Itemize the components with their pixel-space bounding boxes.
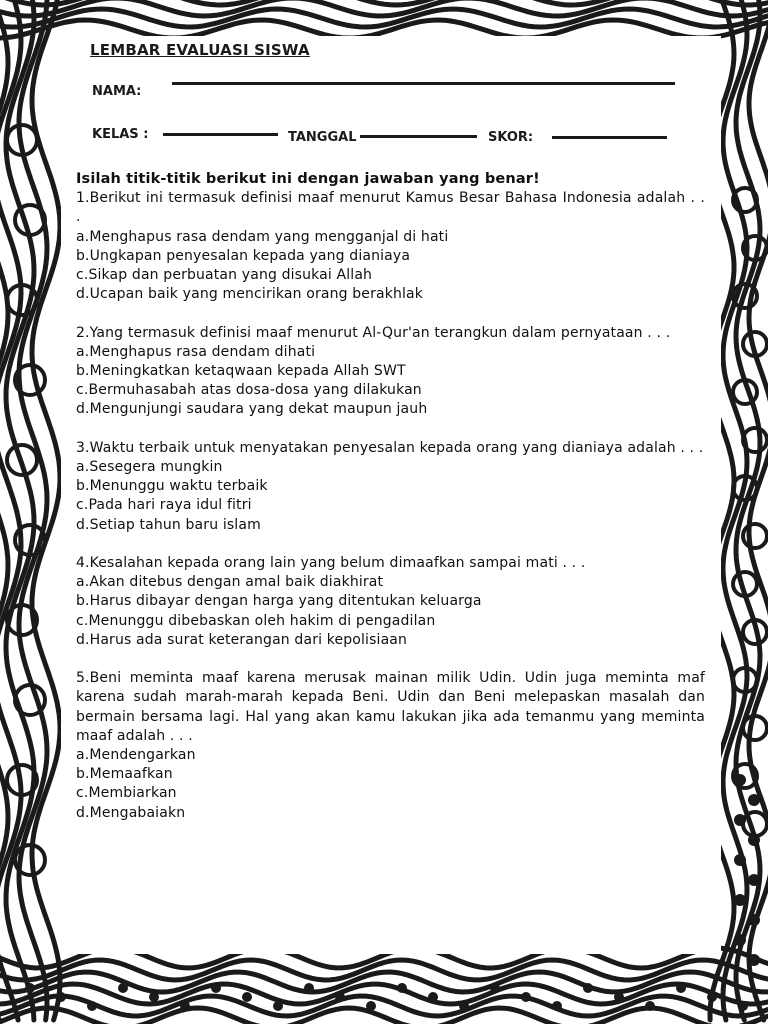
option-b: b.Ungkapan penyesalan kepada yang dianiaya: [76, 247, 411, 264]
option-c: c.Menunggu dibebaskan oleh hakim di pengadilan: [76, 612, 436, 629]
question-stem: 2.Yang termasuk definisi maaf menurut Al-Qur'an terangkun dalam pernyataan . . .: [76, 324, 671, 341]
question-list: [76, 170, 705, 842]
option-d: d.Ucapan baik yang mencirikan orang berakhlak: [76, 286, 424, 303]
tanggal-line[interactable]: [360, 135, 477, 138]
kelas-label: KELAS :: [92, 127, 149, 142]
option-d: d.Mengunjungi saudara yang dekat maupun jauh: [76, 401, 428, 418]
question-3: [76, 439, 705, 535]
option-c: c.Bermuhasabah atas dosa-dosa yang dilakukan: [76, 382, 422, 399]
option-a: a.Akan ditebus dengan amal baik diakhirat: [76, 574, 384, 591]
option-b: b.Meningkatkan ketaqwaan kepada Allah SWT: [76, 363, 406, 380]
option-c: c.Membiarkan: [76, 785, 177, 802]
option-d: d.Setiap tahun baru islam: [76, 516, 261, 533]
option-b: b.Memaafkan: [76, 766, 173, 783]
option-b: b.Menunggu waktu terbaik: [76, 478, 268, 495]
question-1: [76, 189, 705, 304]
question-5: [76, 669, 705, 823]
skor-label: SKOR:: [488, 130, 534, 145]
instruction: Isilah titik-titik berikut ini dengan jawaban yang benar!: [76, 171, 540, 187]
option-d: d.Harus ada surat keterangan dari kepolisiaan: [76, 631, 408, 648]
option-c: c.Pada hari raya idul fitri: [76, 497, 252, 514]
nama-label: NAMA:: [92, 84, 142, 99]
kelas-line[interactable]: [163, 133, 278, 136]
skor-line[interactable]: [552, 136, 667, 139]
question-2: [76, 324, 705, 420]
question-stem: 5.Beni meminta maaf karena merusak mainan milik Udin. Udin juga meminta maf karena sudah marah-marah kepada Beni. Udin dan Beni melepaskan masalah dan bermain bersama lagi. Hal yang akan kamu lakukan jika ada temanmu yang meminta maaf adalah . . .: [76, 670, 705, 744]
page-title: LEMBAR EVALUASI SISWA: [90, 41, 310, 59]
option-b: b.Harus dibayar dengan harga yang ditentukan keluarga: [76, 593, 482, 610]
question-stem: 1.Berikut ini termasuk definisi maaf menurut Kamus Besar Bahasa Indonesia adalah . . .: [76, 190, 705, 226]
nama-line[interactable]: [172, 82, 675, 85]
option-d: d.Mengabaiakn: [76, 804, 186, 821]
question-stem: 3.Waktu terbaik untuk menyatakan penyesalan kepada orang yang dianiaya adalah . . .: [76, 439, 704, 456]
question-stem: 4.Kesalahan kepada orang lain yang belum dimaafkan sampai mati . . .: [76, 555, 586, 572]
option-a: a.Menghapus rasa dendam dihati: [76, 343, 316, 360]
tanggal-label: TANGGAL: [288, 130, 357, 145]
option-c: c.Sikap dan perbuatan yang disukai Allah: [76, 267, 373, 284]
option-a: a.Mendengarkan: [76, 747, 196, 764]
worksheet-sheet: [61, 36, 721, 954]
option-a: a.Sesegera mungkin: [76, 459, 223, 476]
question-4: [76, 554, 705, 650]
option-a: a.Menghapus rasa dendam yang mengganjal di hati: [76, 228, 449, 245]
